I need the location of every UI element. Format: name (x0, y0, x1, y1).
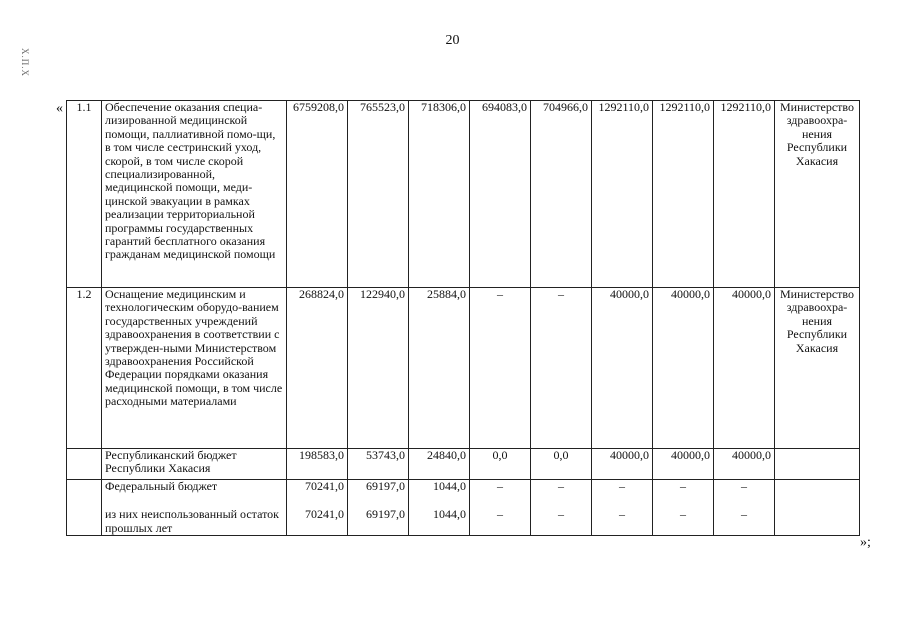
row-name: Республиканский бюджет Республики Хакасия (102, 449, 287, 480)
empty-cell (775, 449, 860, 480)
value-cell: 704966,0 (531, 101, 592, 288)
value-cell: 25884,0 (409, 288, 470, 449)
value-cell: – – (714, 480, 775, 536)
value-cell: 765523,0 (348, 101, 409, 288)
executor-cell: Министерство здравоохра-нения Республики Хакасия (775, 101, 860, 288)
value-cell: 6759208,0 (287, 101, 348, 288)
executor-cell: Министерство здравоохра-нения Республики Хакасия (775, 288, 860, 449)
empty-cell (67, 480, 102, 536)
value-cell: 53743,0 (348, 449, 409, 480)
value-cell: – (470, 288, 531, 449)
closing-quote: »; (860, 535, 871, 550)
empty-cell (775, 480, 860, 536)
table-row (67, 101, 860, 288)
opening-quote: « (56, 101, 63, 116)
value-cell: 70241,0 70241,0 (287, 480, 348, 536)
row-number: 1.1 (67, 101, 102, 288)
side-mark: Х.П.Х (20, 48, 30, 77)
value-cell: 40000,0 (592, 449, 653, 480)
page-number: 20 (445, 33, 460, 48)
value-cell: – – (470, 480, 531, 536)
value-cell: – (531, 288, 592, 449)
row-name-sub: из них неиспользованный остаток прошлых лет (105, 507, 280, 535)
table-row (67, 449, 860, 480)
value-cell: 24840,0 (409, 449, 470, 480)
value-cell: 694083,0 (470, 101, 531, 288)
row-name-main: Федеральный бюджет (105, 479, 218, 493)
row-name: Оснащение медицинским и технологическим оборудо-ванием государственных учреждений здравоохранения в соответствии с утвержден-ными Министерством здравоохранения Российской Федерации порядками оказания медицинской помощи, в том числе расходными материалами (102, 288, 287, 449)
row-name: Обеспечение оказания специа-лизированной медицинской помощи, паллиативной помо-щи, в том числе сестринский уход, скорой, в том числе скорой специализированной, медицинской помощи, меди-цинской эвакуации в рамках реализации территориальной программы государственных гарантий бесплатного оказания гражданам медицинской помощи (102, 101, 287, 288)
value-cell: – – (592, 480, 653, 536)
row-number: 1.2 (67, 288, 102, 449)
row-name (102, 480, 287, 536)
value-cell: 718306,0 (409, 101, 470, 288)
value-cell: 0,0 (531, 449, 592, 480)
value-cell: 268824,0 (287, 288, 348, 449)
value-cell: 0,0 (470, 449, 531, 480)
value-cell: – – (531, 480, 592, 536)
value-cell: 40000,0 (653, 449, 714, 480)
budget-table (66, 100, 860, 536)
value-cell: 1292110,0 (592, 101, 653, 288)
value-cell: 40000,0 (592, 288, 653, 449)
value-cell: 198583,0 (287, 449, 348, 480)
table-row (67, 288, 860, 449)
value-cell: 1292110,0 (714, 101, 775, 288)
value-cell: 40000,0 (653, 288, 714, 449)
value-cell: – – (653, 480, 714, 536)
empty-cell (67, 449, 102, 480)
value-cell: 1044,0 1044,0 (409, 480, 470, 536)
value-cell: 40000,0 (714, 449, 775, 480)
value-cell: 1292110,0 (653, 101, 714, 288)
table-row (67, 480, 860, 536)
value-cell: 69197,0 69197,0 (348, 480, 409, 536)
value-cell: 40000,0 (714, 288, 775, 449)
value-cell: 122940,0 (348, 288, 409, 449)
